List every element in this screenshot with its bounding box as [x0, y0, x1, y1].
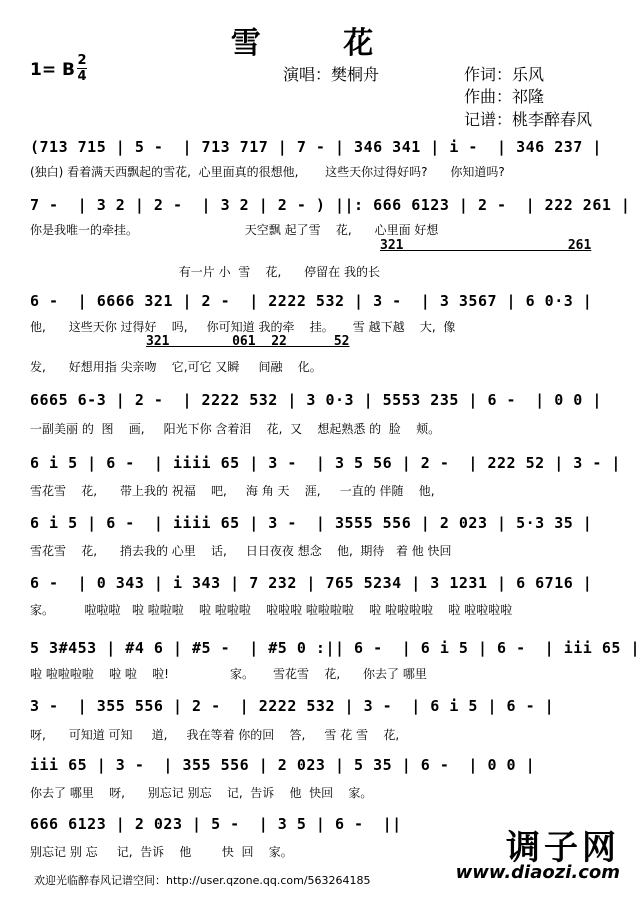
score-line-6	[30, 514, 610, 540]
notation: 6 - | 6666 321 | 2 - | 2222 532 | 3 - | 3 3567 | 6 0·3 |	[30, 292, 593, 310]
site-logo-text: 调子网	[506, 828, 620, 868]
alt-notation-3: 321 061 22 52	[146, 334, 350, 349]
notation: 6 i 5 | 6 - | iiii 65 | 3 - | 3 5 56 | 2 - | 222 52 | 3 - |	[30, 454, 621, 472]
meter-top: 2	[77, 53, 87, 68]
alt-notation-2: 321 261	[380, 238, 592, 253]
lyric-line-8: 啦 啦啦啦啦 啦 啦 啦! 家。 雪花雪 花, 你去了 哪里	[30, 667, 427, 681]
lyric-line-2b: 有一片 小 雪 花, 停留在 我的长	[30, 265, 380, 279]
lyric-line-4: 一副美丽 的 图 画, 阳光下你 含着泪 花, 又 想起熟悉 的 脸 颊。	[30, 422, 441, 436]
lyricist-credit: 作词：乐风	[464, 65, 545, 84]
singer-credit: 演唱：樊桐舟	[283, 65, 380, 84]
score-line-1	[30, 138, 610, 164]
key-signature: 1= B	[30, 60, 75, 80]
lyric-line-6: 雪花雪 花, 捎去我的 心里 话, 日日夜夜 想念 他, 期待 着 他 快回	[30, 544, 452, 558]
composer-credit: 作曲：祁隆	[464, 87, 545, 106]
lyric-line-11: 别忘记 别 忘 记, 告诉 他 快 回 家。	[30, 845, 293, 859]
lyric-line-3b: 发, 好想用指 尖亲吻 它,可它 又瞬 间融 化。	[30, 360, 322, 374]
notation: 7 - | 3 2 | 2 - | 3 2 | 2 - ) ||: 666 6123 | 2 - | 222 261 |	[30, 196, 631, 214]
meter-bottom: 4	[77, 69, 87, 84]
notation: 5 3#453 | #4 6 | #5 - | #5 0 :|| 6 - | 6 i 5 | 6 - | iii 65 |	[30, 639, 640, 657]
notation: 6665 6-3 | 2 - | 2222 532 | 3 0·3 | 5553 235 | 6 - | 0 0 |	[30, 391, 602, 409]
time-signature	[77, 54, 87, 83]
lyric-line-5: 雪花雪 花, 带上我的 祝福 吧, 海 角 天 涯, 一直的 伴随 他,	[30, 484, 435, 498]
score-line-10	[30, 756, 610, 782]
lyric-line-1: (独白) 看着满天西飘起的雪花, 心里面真的很想他, 这些天你过得好吗? 你知道吗?	[30, 165, 505, 179]
footer-note: 欢迎光临醉春风记谱空间：http://user.qzone.qq.com/563264185	[34, 874, 371, 887]
notation: 3 - | 355 556 | 2 - | 2222 532 | 3 - | 6 i 5 | 6 - |	[30, 697, 555, 715]
notation: iii 65 | 3 - | 355 556 | 2 023 | 5 35 | 6 - | 0 0 |	[30, 756, 536, 774]
site-logo-url: www.diaozi.com	[455, 862, 620, 883]
score-line-2	[30, 196, 631, 222]
lyric-line-9: 呀, 可知道 可知 道, 我在等着 你的回 答, 雪 花 雪 花,	[30, 728, 400, 742]
score-line-5	[30, 454, 621, 480]
score-line-3	[30, 292, 610, 318]
notation: 6 - | 0 343 | i 343 | 7 232 | 765 5234 | 3 1231 | 6 6716 |	[30, 574, 593, 592]
lyric-line-7: 家。 啦啦啦 啦 啦啦啦 啦 啦啦啦 啦啦啦 啦啦啦啦 啦 啦啦啦啦 啦 啦啦啦啦	[30, 603, 513, 617]
lyric-line-2: 你是我唯一的牵挂。 天空飘 起了雪 花, 心里面 好想	[30, 223, 439, 237]
notation: 6 i 5 | 6 - | iiii 65 | 3 - | 3555 556 | 2 023 | 5·3 35 |	[30, 514, 593, 532]
transcriber-credit: 记谱：桃李醉春风	[464, 110, 593, 129]
song-title: 雪 花	[230, 26, 410, 61]
notation: (713 715 | 5 - | 713 717 | 7 - | 346 341 | i - | 346 237 |	[30, 138, 602, 156]
score-line-7	[30, 574, 610, 600]
score-line-9	[30, 697, 610, 723]
notation: 666 6123 | 2 023 | 5 - | 3 5 | 6 - ||	[30, 815, 402, 833]
score-line-4	[30, 391, 610, 417]
score-line-8	[30, 639, 640, 665]
lyric-line-10: 你去了 哪里 呀, 别忘记 别忘 记, 告诉 他 快回 家。	[30, 786, 373, 800]
lyric-line-3: 他, 这些天你 过得好 吗, 你可知道 我的牵 挂。 雪 越下越 大, 像	[30, 320, 456, 334]
